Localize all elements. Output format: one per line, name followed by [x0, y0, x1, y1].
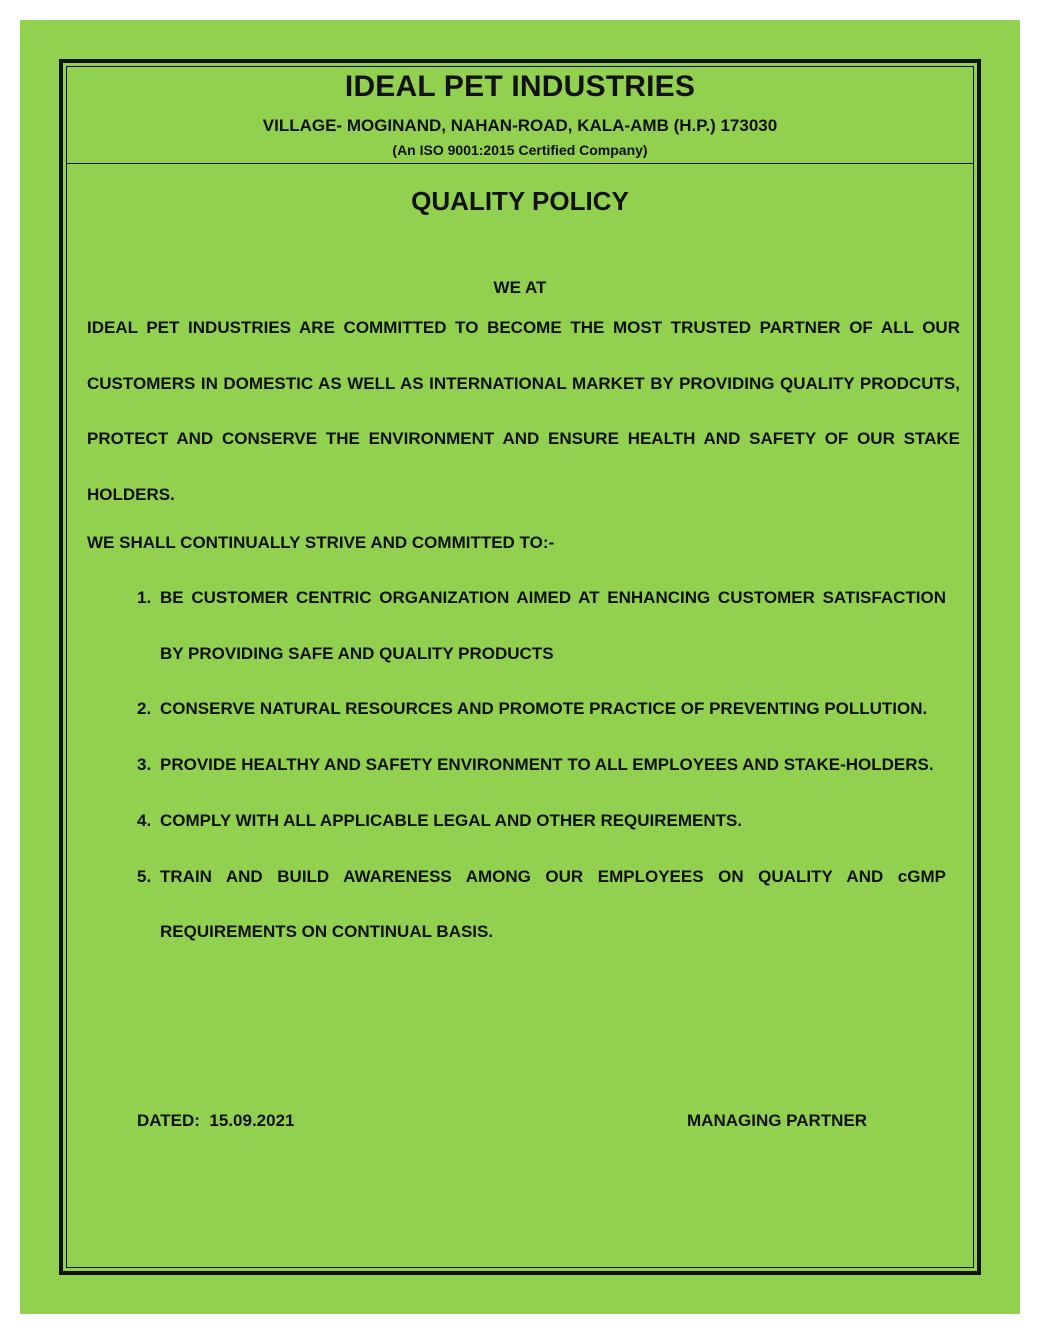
commitment-number: 2. — [137, 699, 152, 719]
commitment-number: 4. — [137, 810, 152, 830]
header-divider — [67, 163, 973, 164]
company-name: IDEAL PET INDUSTRIES — [344, 70, 696, 103]
commitment-item — [137, 570, 946, 681]
commitment-text: CONSERVE NATURAL RESOURCES AND PROMOTE PRACTICE OF PREVENTING POLLUTION. — [160, 699, 928, 719]
commitment-number: 5. — [137, 866, 152, 886]
commitment-item — [137, 849, 946, 960]
commitment-item — [137, 793, 946, 849]
commitment-number: 3. — [137, 755, 152, 775]
commitment-text: BE CUSTOMER CENTRIC ORGANIZATION AIMED AT ENHANCING CUSTOMER SATISFACTION BY PROVIDING SAFE AND QUALITY PRODUCTS — [160, 588, 946, 663]
signatory-title: MANAGING PARTNER — [687, 1111, 868, 1130]
commitment-item — [137, 737, 946, 793]
company-address: VILLAGE- MOGINAND, NAHAN-ROAD, KALA-AMB (H.P.) 173030 — [262, 116, 778, 135]
commitment-number: 1. — [137, 588, 152, 607]
commitment-lead: WE SHALL CONTINUALLY STRIVE AND COMMITTED TO:- — [87, 533, 555, 552]
commitment-text: TRAIN AND BUILD AWARENESS AMONG OUR EMPLOYEES ON QUALITY AND cGMP REQUIREMENTS ON CONTINUAL BASIS. — [160, 866, 946, 942]
policy-statement: IDEAL PET INDUSTRIES ARE COMMITTED TO BECOME THE MOST TRUSTED PARTNER OF ALL OUR CUSTOMERS IN DOMESTIC AS WELL AS INTERNATIONAL MARKET BY PROVIDING QUALITY PRODCUTS, PROTECT AND CONSERVE THE ENVIRONMENT AND ENSURE HEALTH AND SAFETY OF OUR STAKE HOLDERS. — [87, 318, 960, 505]
commitment-item — [137, 681, 946, 737]
policy-intro: WE AT — [493, 278, 547, 297]
date-line: DATED: 15.09.2021 — [137, 1111, 295, 1130]
certification-note: (An ISO 9001:2015 Certified Company) — [392, 142, 648, 158]
commitment-text: PROVIDE HEALTHY AND SAFETY ENVIRONMENT TO ALL EMPLOYEES AND STAKE-HOLDERS. — [160, 755, 934, 775]
commitment-list — [137, 570, 946, 960]
policy-title: QUALITY POLICY — [411, 186, 629, 216]
commitment-text: COMPLY WITH ALL APPLICABLE LEGAL AND OTHER REQUIREMENTS. — [160, 810, 743, 830]
